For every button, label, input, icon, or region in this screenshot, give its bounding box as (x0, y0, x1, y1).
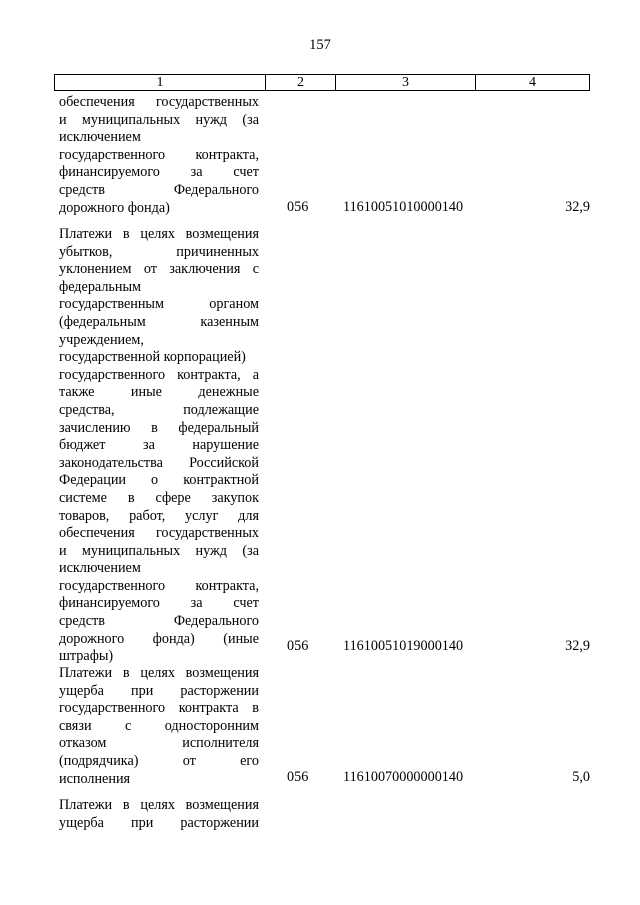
description-line: товаров, работ, услуг для (59, 507, 259, 524)
description-line: дорожного фонда) (59, 199, 170, 216)
header-col-3: 3 (336, 75, 476, 90)
description-line: финансируемого за счет (59, 164, 259, 181)
description-line: средств Федерального (59, 613, 259, 630)
budget-code: 11610051010000140 (343, 199, 464, 215)
page-number: 157 (309, 37, 331, 53)
table-row-description (59, 94, 259, 217)
description-line: обеспечения государственных (59, 525, 259, 542)
description-line: исключением (59, 129, 141, 146)
description-line: государственного контракта в (59, 700, 259, 717)
description-line: федеральным (59, 278, 141, 295)
admin-code: 056 (287, 199, 309, 215)
description-line: отказом исполнителя (59, 735, 259, 752)
description-line: обеспечения государственных (59, 94, 259, 110)
description-line: (подрядчика) от его (59, 752, 259, 769)
table-row-description (59, 665, 259, 788)
description-line: средств Федерального (59, 181, 259, 198)
description-line: средства, подлежащие (59, 401, 259, 418)
description-line: исключением (59, 560, 141, 577)
table-header-row (54, 74, 590, 91)
description-line: учреждением, (59, 331, 144, 348)
description-line: ущерба при расторжении (59, 682, 259, 699)
description-line: и муниципальных нужд (за (59, 542, 259, 559)
description-line: дорожного фонда) (иные (59, 630, 259, 647)
amount-value: 32,9 (565, 638, 590, 654)
description-line: государственного контракта, (59, 146, 259, 163)
admin-code: 056 (287, 769, 309, 785)
description-line: штрафы) (59, 648, 114, 665)
description-line: исполнения (59, 770, 131, 787)
description-line: государственным органом (59, 296, 259, 313)
description-line: системе в сфере закупок (59, 489, 259, 506)
description-line: связи с односторонним (59, 717, 259, 734)
description-line: Платежи в целях возмещения (59, 226, 259, 242)
description-line: Платежи в целях возмещения (59, 797, 259, 813)
description-line: Платежи в целях возмещения (59, 665, 259, 681)
table-row-description (59, 226, 259, 666)
admin-code: 056 (287, 638, 309, 654)
description-line: и муниципальных нужд (за (59, 111, 259, 128)
description-line: бюджет за нарушение (59, 437, 259, 454)
description-line: уклонением от заключения с (59, 261, 259, 278)
header-col-2: 2 (266, 75, 336, 90)
description-line: зачислению в федеральный (59, 419, 259, 436)
description-line: государственной корпорацией) (59, 349, 246, 366)
description-line: законодательства Российской (59, 454, 259, 471)
description-line: государственного контракта, (59, 577, 259, 594)
budget-code: 11610051019000140 (343, 638, 464, 654)
table-row-description (59, 797, 259, 832)
description-line: государственного контракта, а (59, 366, 259, 383)
amount-value: 32,9 (565, 199, 590, 215)
budget-code: 11610070000000140 (343, 769, 464, 785)
description-line: (федеральным казенным (59, 313, 259, 330)
description-line: Федерации о контрактной (59, 472, 259, 489)
description-line: убытков, причиненных (59, 243, 259, 260)
header-col-4: 4 (529, 75, 536, 90)
description-line: ущерба при расторжении (59, 814, 259, 831)
amount-value: 5,0 (572, 769, 590, 785)
description-line: финансируемого за счет (59, 595, 259, 612)
description-line: также иные денежные (59, 384, 259, 401)
header-col-1: 1 (55, 75, 266, 90)
